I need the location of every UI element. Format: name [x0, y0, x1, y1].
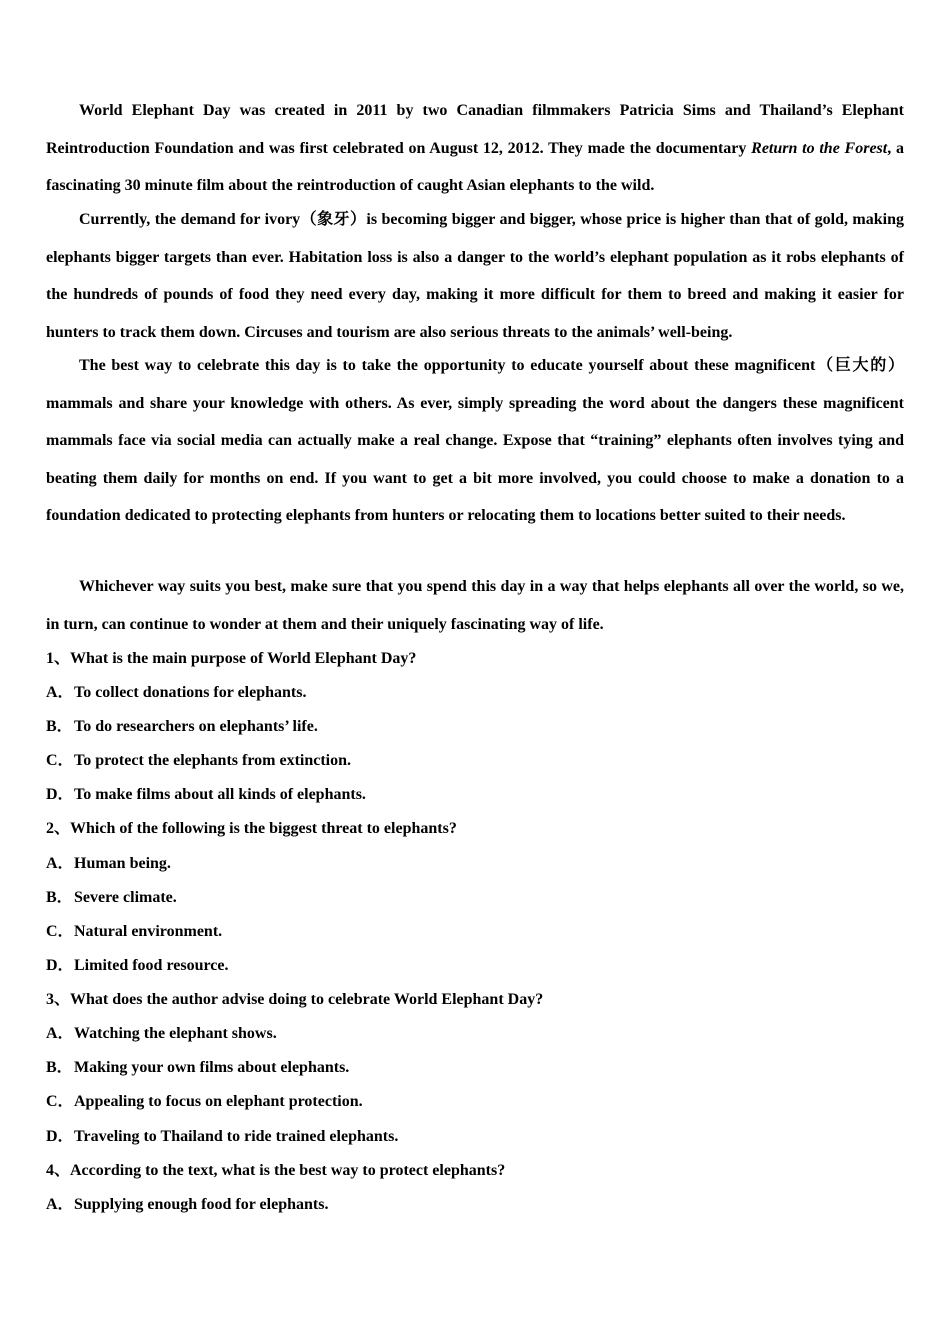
option-text: To make films about all kinds of elephants.: [74, 786, 366, 803]
option-letter: B．: [46, 889, 73, 906]
option-letter: C．: [46, 752, 74, 769]
option-text: Limited food resource.: [74, 957, 229, 974]
option-letter: D．: [46, 786, 74, 803]
answer-option[interactable]: [46, 1127, 398, 1147]
option-letter: C．: [46, 923, 74, 940]
option-letter: A．: [46, 1025, 74, 1042]
option-letter: B．: [46, 1059, 73, 1076]
answer-option[interactable]: [46, 751, 351, 771]
option-letter: B．: [46, 718, 73, 735]
paragraph-text: World Elephant Day was created in 2011 by two Canadian filmmakers Patricia Sims and Thailand’s Elephant Reintroduction Foundation and was first celebrated on August 12, 2012. They made the documentary: [46, 102, 904, 157]
passage-paragraph-4: Whichever way suits you best, make sure that you spend this day in a way that helps elephants all over the world, so we, in turn, can continue to wonder at them and their uniquely fascinating way of life.: [46, 578, 904, 633]
passage-paragraph-2: Currently, the demand for ivory（象牙）is becoming bigger and bigger, whose price is higher than that of gold, making elephants bigger targets than ever. Habitation loss is also a danger to the world’s elephant population as it robs elephants of the hundreds of pounds of food they need every day, making it more difficult for them to breed and making it easier for hunters to track them down. Circuses and tourism are also serious threats to the animals’ well-being.: [46, 211, 904, 341]
answer-option[interactable]: [46, 1058, 349, 1078]
answer-option[interactable]: [46, 922, 222, 942]
option-letter: C．: [46, 1093, 74, 1110]
option-text: To collect donations for elephants.: [74, 684, 307, 701]
option-letter: A．: [46, 855, 74, 872]
option-letter: D．: [46, 957, 74, 974]
question-stem: 1、What is the main purpose of World Elephant Day?: [46, 650, 417, 667]
option-text: Making your own films about elephants.: [74, 1059, 350, 1076]
answer-option[interactable]: [46, 1092, 363, 1112]
option-text: To do researchers on elephants’ life.: [74, 718, 318, 735]
answer-option[interactable]: [46, 888, 177, 908]
option-text: Watching the elephant shows.: [74, 1025, 277, 1042]
question-stem: 2、Which of the following is the biggest threat to elephants?: [46, 820, 457, 837]
question-stem: 4、According to the text, what is the best way to protect elephants?: [46, 1162, 506, 1179]
answer-option[interactable]: [46, 854, 171, 874]
option-text: Severe climate.: [74, 889, 177, 906]
option-text: To protect the elephants from extinction.: [74, 752, 352, 769]
answer-option[interactable]: [46, 785, 366, 805]
answer-option[interactable]: [46, 1024, 277, 1044]
option-text: Supplying enough food for elephants.: [74, 1196, 329, 1213]
passage-paragraph-1: [46, 92, 904, 205]
passage-paragraph-3: The best way to celebrate this day is to take the opportunity to educate yourself about these magnificent（巨大的）mammals and share your knowledge with others. As ever, simply spreading the word about the dangers these magnificent mammals face via social media can actually make a real change. Expose that “training” elephants often involves tying and beating them daily for months on end. If you want to get a bit more involved, you could choose to make a donation to a foundation dedicated to protecting elephants from hunters or relocating them to locations better suited to their needs.: [46, 357, 904, 524]
answer-option[interactable]: [46, 683, 306, 703]
option-letter: A．: [46, 684, 74, 701]
option-text: Appealing to focus on elephant protection.: [74, 1093, 363, 1110]
question-stem: 3、What does the author advise doing to celebrate World Elephant Day?: [46, 991, 544, 1008]
option-text: Human being.: [74, 855, 171, 872]
option-text: Traveling to Thailand to ride trained elephants.: [74, 1128, 399, 1145]
answer-option[interactable]: [46, 717, 318, 737]
option-letter: A．: [46, 1196, 74, 1213]
answer-option[interactable]: [46, 956, 229, 976]
answer-option[interactable]: [46, 1195, 328, 1215]
documentary-title: Return to the Forest: [751, 139, 888, 157]
paragraph-text: , a fascinating 30 minute film about the reintroduction of caught Asian elephants to the wild.: [46, 139, 904, 194]
option-letter: D．: [46, 1128, 74, 1145]
option-text: Natural environment.: [74, 923, 223, 940]
